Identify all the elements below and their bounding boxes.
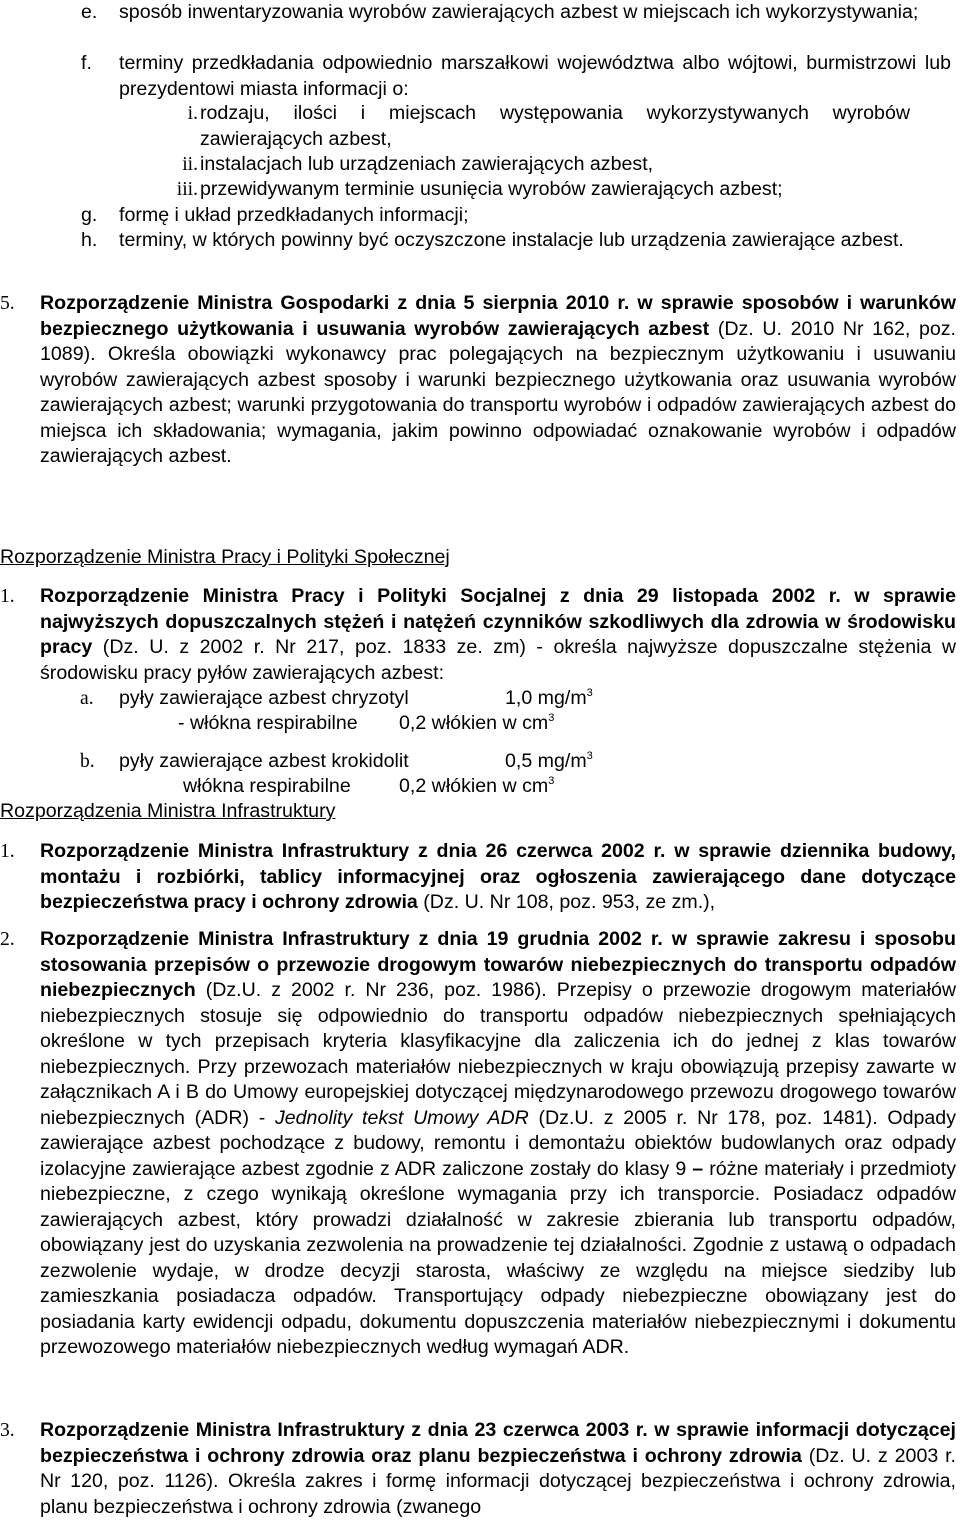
limit-substance: - włókna respirabilne (178, 712, 358, 734)
section-heading: Rozporządzenia Ministra Infrastruktury (0, 800, 336, 822)
limit-substance: pyły zawierające azbest chryzotyl (119, 687, 409, 709)
regulation-body: różne materiały i przedmioty niebezpieczne, z czego wynikają określone wymagania przy ich transporcie. Posiadacz odpadów zawierających azbest, który prowadzi działalność w zakresie zbierania lub transportu odpadów, obowiązany jest do uzyskania zezwolenia na prowadzenie tej działalności. Zgodnie z ustawą o odpadach zezwolenie wydaje, w drodze decyzji starosta, właściwy ze względu na miejsce siedziby lub zamieszkania posiadacza odpadów. Transportujący odpady niebezpieczne obowiązany jest do posiadania karty ewidencji odpadu, dokumentu dopuszczenia materiałów niebezpiecznymi i dokumentu przewozowego materiałów niebezpiecznych według wymagań ADR. (40, 1157, 957, 1358)
limit-value: 0,2 włókien w $cm^3$ (399, 775, 555, 797)
sublist-item (152, 152, 910, 178)
item-number: 2. (0, 929, 15, 950)
regulation-item (0, 839, 956, 916)
sublist-marker: iii. (176, 179, 198, 200)
regulation-title: Rozporządzenie Ministra Infrastruktury z dnia 23 czerwca 2003 r. w sprawie informacji dotyczącej bezpieczeństwa i ochrony zdrowia oraz planu bezpieczeństwa i ochrony zdrowia (40, 1419, 956, 1467)
limit-marker: b. (80, 751, 95, 772)
list-item-text: formę i układ przedkładanych informacji; (119, 204, 469, 226)
regulation-body: (Dz. U. z 2003 r. Nr 120, poz. 1126). Określa zakres i formę informacji dotyczącej bezpieczeństwa i ochrony zdrowia, planu bezpieczeństwa i ochrony zdrowia (zwanego (40, 1444, 956, 1518)
regulation-item (0, 1418, 956, 1520)
regulation-item (0, 584, 956, 686)
em-dash: – (692, 1157, 704, 1180)
regulation-body: (Dz.U. z 2005 r. Nr 178, poz. 1481). Odpady zawierające azbest pochodzące z budowy, remontu i demontażu obiektów budowlanych oraz odpady izolacyjne zawierające azbest zgodnie z ADR zaliczone zostały do klasy 9 (40, 1106, 956, 1180)
sublist-item (152, 177, 910, 203)
regulation-body: (Dz.U. z 2002 r. Nr 236, poz. 1986). Przepisy o przewozie drogowym materiałów niebezpiecznych stosuje się odpowiednio do transportu odpadów niebezpiecznych spełniających określone w tych przepisach kryteria klasyfikacyjne dla zaliczenia ich do jednej z klas towarów niebezpiecznych. Przy przewozach materiałów niebezpiecznych w kraju obowiązują przepisy zawarte w załącznikach A i B do Umowy europejskiej dotyczącej międzynarodowego przewozu drogowego towarów niebezpiecznych (ADR) - (40, 979, 956, 1129)
regulation-body: (Dz. U. Nr 108, poz. 953, ze zm.), (417, 891, 716, 913)
regulation-text (40, 291, 956, 470)
regulation-text (40, 839, 956, 916)
list-item (81, 228, 951, 254)
regulation-body: (Dz. U. z 2002 r. Nr 217, poz. 1833 ze. zm) - określa najwyższe dopuszczalne stężenia w środowisku pracy pyłów zawierających azbest: (40, 636, 956, 684)
limit-row (0, 686, 956, 712)
sublist-marker: ii. (182, 154, 198, 175)
list-marker: h. (81, 229, 98, 251)
sublist-marker: i. (187, 103, 198, 124)
regulation-text (40, 1418, 956, 1520)
list-item-text: sposób inwentaryzowania wyrobów zawierających azbest w miejscach ich wykorzystywania; (119, 1, 919, 23)
regulation-title: Rozporządzenie Ministra Infrastruktury z dnia 19 grudnia 2002 r. w sprawie zakresu i sposobu stosowania przepisów o przewozie drogowym towarów niebezpiecznych do transportu odpadów niebezpiecznych (40, 928, 956, 1001)
limit-substance: pyły zawierające azbest krokidolit (119, 750, 409, 772)
list-marker: f. (81, 52, 92, 74)
limit-row (0, 711, 956, 737)
list-item (81, 51, 951, 102)
regulation-citation: Jednolity tekst Umowy ADR (274, 1106, 529, 1129)
regulation-item (0, 291, 956, 470)
sublist-item-text: instalacjach lub urządzeniach zawierających azbest, (200, 153, 654, 175)
regulation-title: Rozporządzenie Ministra Gospodarki z dnia 5 sierpnia 2010 r. w sprawie sposobów i warunków bezpiecznego użytkowania i usuwania wyrobów zawierających azbest (40, 292, 956, 340)
limit-marker: a. (80, 688, 94, 709)
limit-value: 0,2 włókien w $cm^3$ (399, 712, 555, 734)
regulation-title: Rozporządzenie Ministra Infrastruktury z dnia 26 czerwca 2002 r. w sprawie dziennika budowy, montażu i rozbiórki, tablicy informacyjnej oraz ogłoszenia zawierającego dane dotyczące bezpieczeństwa pracy i ochrony zdrowia (40, 840, 956, 913)
limit-row (0, 749, 956, 775)
item-number: 5. (0, 293, 15, 314)
limit-substance: włókna respirabilne (183, 775, 351, 797)
sublist-item-text: przewidywanym terminie usunięcia wyrobów zawierających azbest; (200, 178, 783, 200)
limit-value: 1,0 $mg/m^3$ (505, 687, 593, 709)
regulation-body: (Dz. U. 2010 Nr 162, poz. 1089). Określa obowiązki wykonawcy prac polegających na bezpiecznym użytkowaniu i usuwaniu wyrobów zawierających azbest sposoby i warunki bezpiecznego użytkowania oraz usuwania wyrobów zawierających azbest; warunki przygotowania do transportu wyrobów i odpadów zawierających azbest do miejsca ich składowania; wymagania, jakim powinno odpowiadać oznakowanie wyrobów i odpadów zawierających azbest. (40, 317, 956, 467)
list-item (81, 0, 951, 26)
limit-value: 0,5 $mg/m^3$ (505, 750, 593, 772)
item-number: 1. (0, 586, 15, 607)
regulation-text (40, 584, 956, 686)
item-number: 1. (0, 841, 15, 862)
section-heading: Rozporządzenie Ministra Pracy i Polityki Społecznej (0, 546, 450, 568)
regulation-text (40, 927, 956, 1361)
list-item-text: terminy, w których powinny być oczyszczone instalacje lub urządzenia zawierające azbest. (119, 229, 904, 251)
sublist-item (152, 101, 910, 152)
list-item-text: terminy przedkładania odpowiednio marszałkowi województwa albo wójtowi, burmistrzowi lub prezydentowi miasta informacji o: (119, 52, 951, 100)
sublist-item-text: rodzaju, ilości i miejscach występowania wykorzystywanych wyrobów zawierających azbest, (200, 102, 910, 150)
regulation-item (0, 927, 956, 1361)
item-number: 3. (0, 1420, 15, 1441)
list-marker: g. (81, 204, 98, 226)
list-item (81, 203, 951, 229)
list-marker: e. (81, 1, 98, 23)
limit-row (0, 774, 956, 800)
regulation-title: Rozporządzenie Ministra Pracy i Polityki Socjalnej z dnia 29 listopada 2002 r. w sprawie najwyższych dopuszczalnych stężeń i natężeń czynników szkodliwych dla zdrowia w środowisku pracy (40, 585, 956, 658)
